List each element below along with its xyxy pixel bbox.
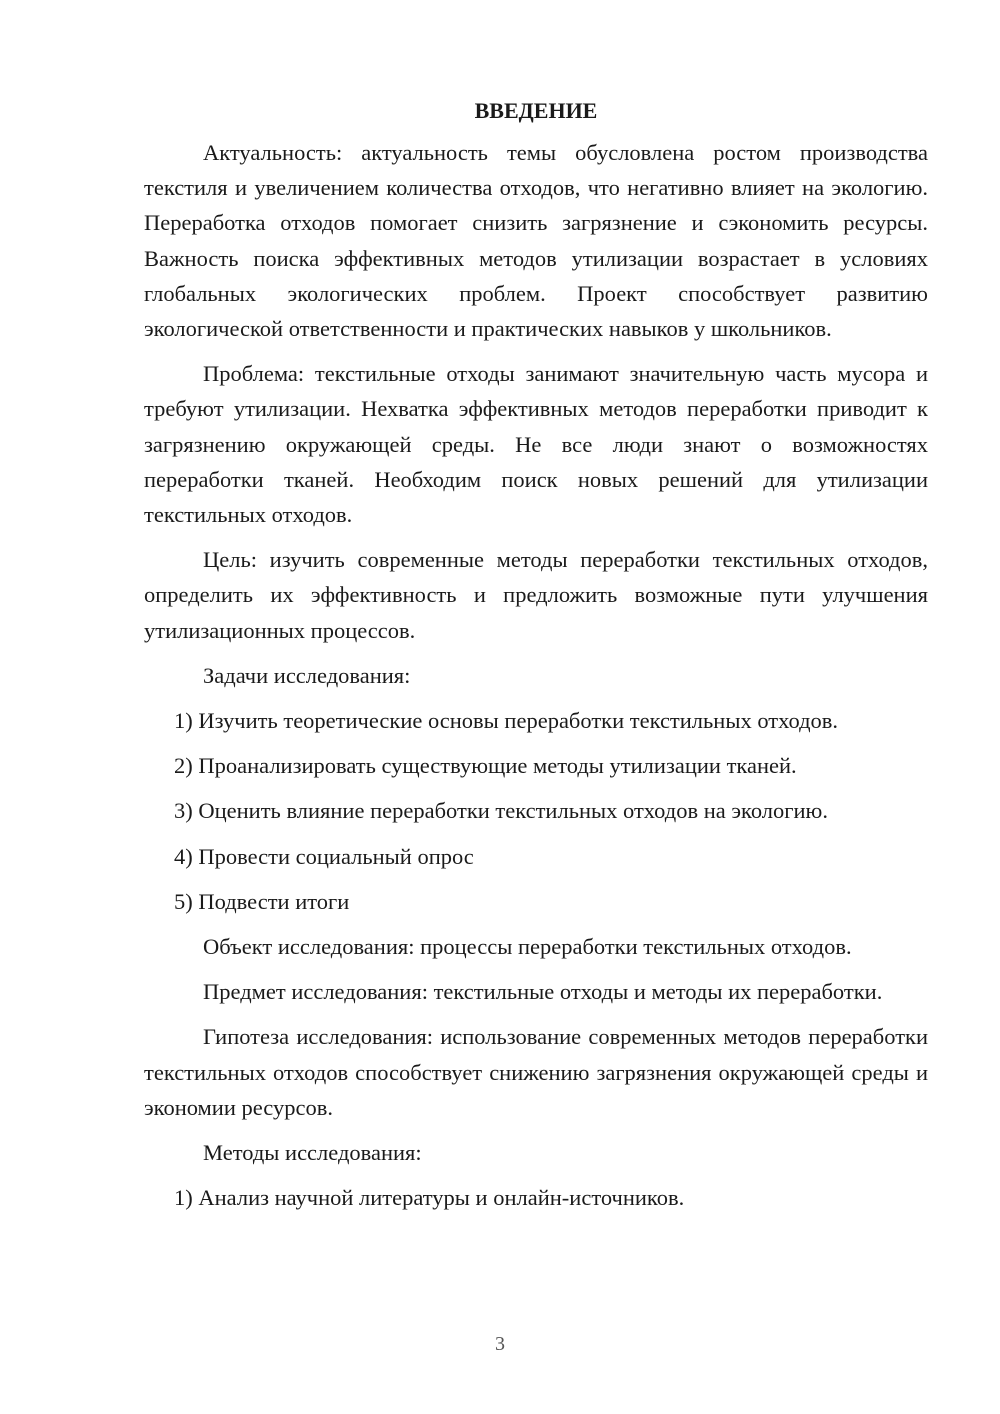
task-item-4: 4) Провести социальный опрос [174, 843, 474, 869]
tasks-heading: Задачи исследования: [203, 662, 411, 688]
task-item-5: 5) Подвести итоги [174, 888, 350, 914]
methods-heading: Методы исследования: [203, 1140, 422, 1166]
task-item-2: 2) Проанализировать существующие методы утилизации тканей. [174, 753, 797, 779]
paragraph-goal: Цель: изучить современные методы переработки текстильных отходов, определить их эффективность и предложить возможные пути улучшения утилизационных процессов. [144, 547, 928, 643]
page-number: 3 [495, 1333, 505, 1355]
document-page [144, 95, 928, 1225]
method-item-1: 1) Анализ научной литературы и онлайн-источников. [174, 1185, 685, 1211]
section-title: ВВЕДЕНИЕ [474, 98, 598, 123]
paragraph-object: Объект исследования: процессы переработки текстильных отходов. [203, 934, 852, 960]
methods-list [144, 1180, 928, 1215]
paragraph-hypothesis: Гипотеза исследования: использование современных методов переработки текстильных отходов способствует снижению загрязнения окружающей среды и экономии ресурсов. [144, 1024, 928, 1120]
paragraph-relevance: Актуальность: актуальность темы обусловлена ростом производства текстиля и увеличением количества отходов, что негативно влияет на экологию. Переработка отходов помогает снизить загрязнение и сэкономить ресурсы. Важность поиска эффективных методов утилизации возрастает в условиях глобальных экологических проблем. Проект способствует развитию экологической ответственности и практических навыков у школьников. [144, 140, 928, 342]
paragraph-subject: Предмет исследования: текстильные отходы и методы их переработки. [203, 979, 883, 1005]
paragraph-problem: Проблема: текстильные отходы занимают значительную часть мусора и требуют утилизации. Нехватка эффективных методов переработки приводит к загрязнению окружающей среды. Не все люди знают о возможностях переработки тканей. Необходим поиск новых решений для утилизации текстильных отходов. [144, 361, 928, 528]
task-item-1: 1) Изучить теоретические основы переработки текстильных отходов. [174, 708, 839, 734]
tasks-list [144, 703, 928, 919]
task-item-3: 3) Оценить влияние переработки текстильных отходов на экологию. [174, 798, 828, 824]
